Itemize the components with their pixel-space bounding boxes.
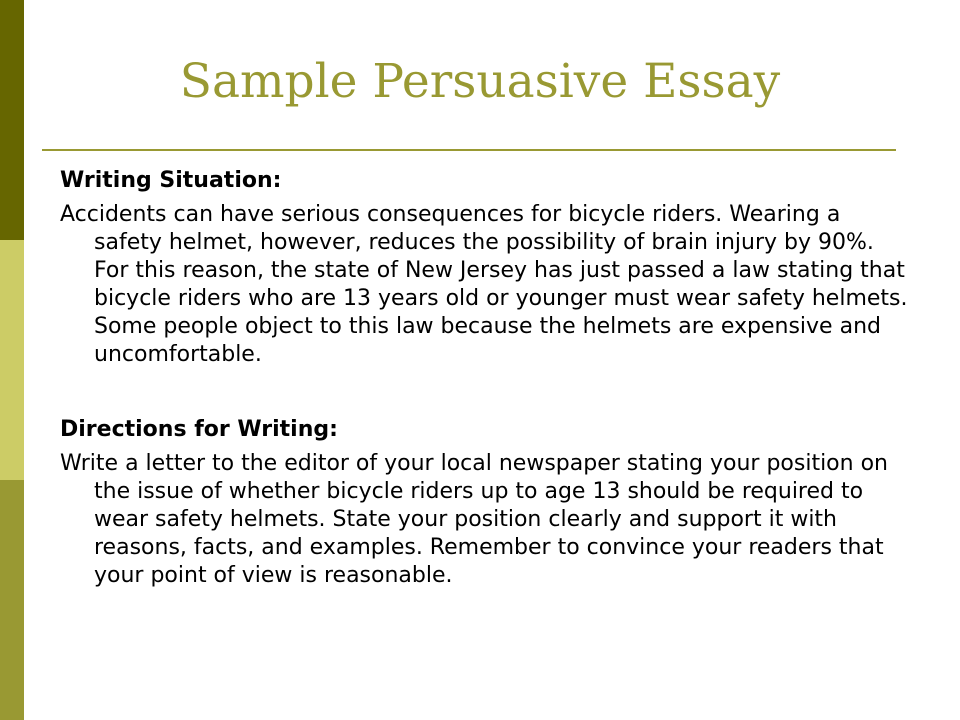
section-spacer xyxy=(60,369,910,416)
title-divider xyxy=(42,149,896,151)
directions-heading: Directions for Writing: xyxy=(60,417,338,442)
side-bar-light-segment xyxy=(0,240,24,480)
slide-title: Sample Persuasive Essay xyxy=(179,54,781,109)
slide-content xyxy=(60,167,910,590)
directions-text: Write a letter to the editor of your local newspaper stating your position on the issue of whether bicycle riders up to age 13 should be required to wear safety helmets. State your position clearly and support it with reasons, facts, and examples. Remember to convince your readers that your point of view is reasonable. xyxy=(60,451,888,588)
side-bar-mid-segment xyxy=(0,480,24,720)
writing-situation-text: Accidents can have serious consequences for bicycle riders. Wearing a safety helmet, however, reduces the possibility of brain injury by 90%. For this reason, the state of New Jersey has just passed a law stating that bicycle riders who are 13 years old or younger must wear safety helmets. Some people object to this law because the helmets are expensive and uncomfortable. xyxy=(60,202,908,367)
writing-situation-heading: Writing Situation: xyxy=(60,168,282,193)
side-bar-dark-segment xyxy=(0,0,24,240)
